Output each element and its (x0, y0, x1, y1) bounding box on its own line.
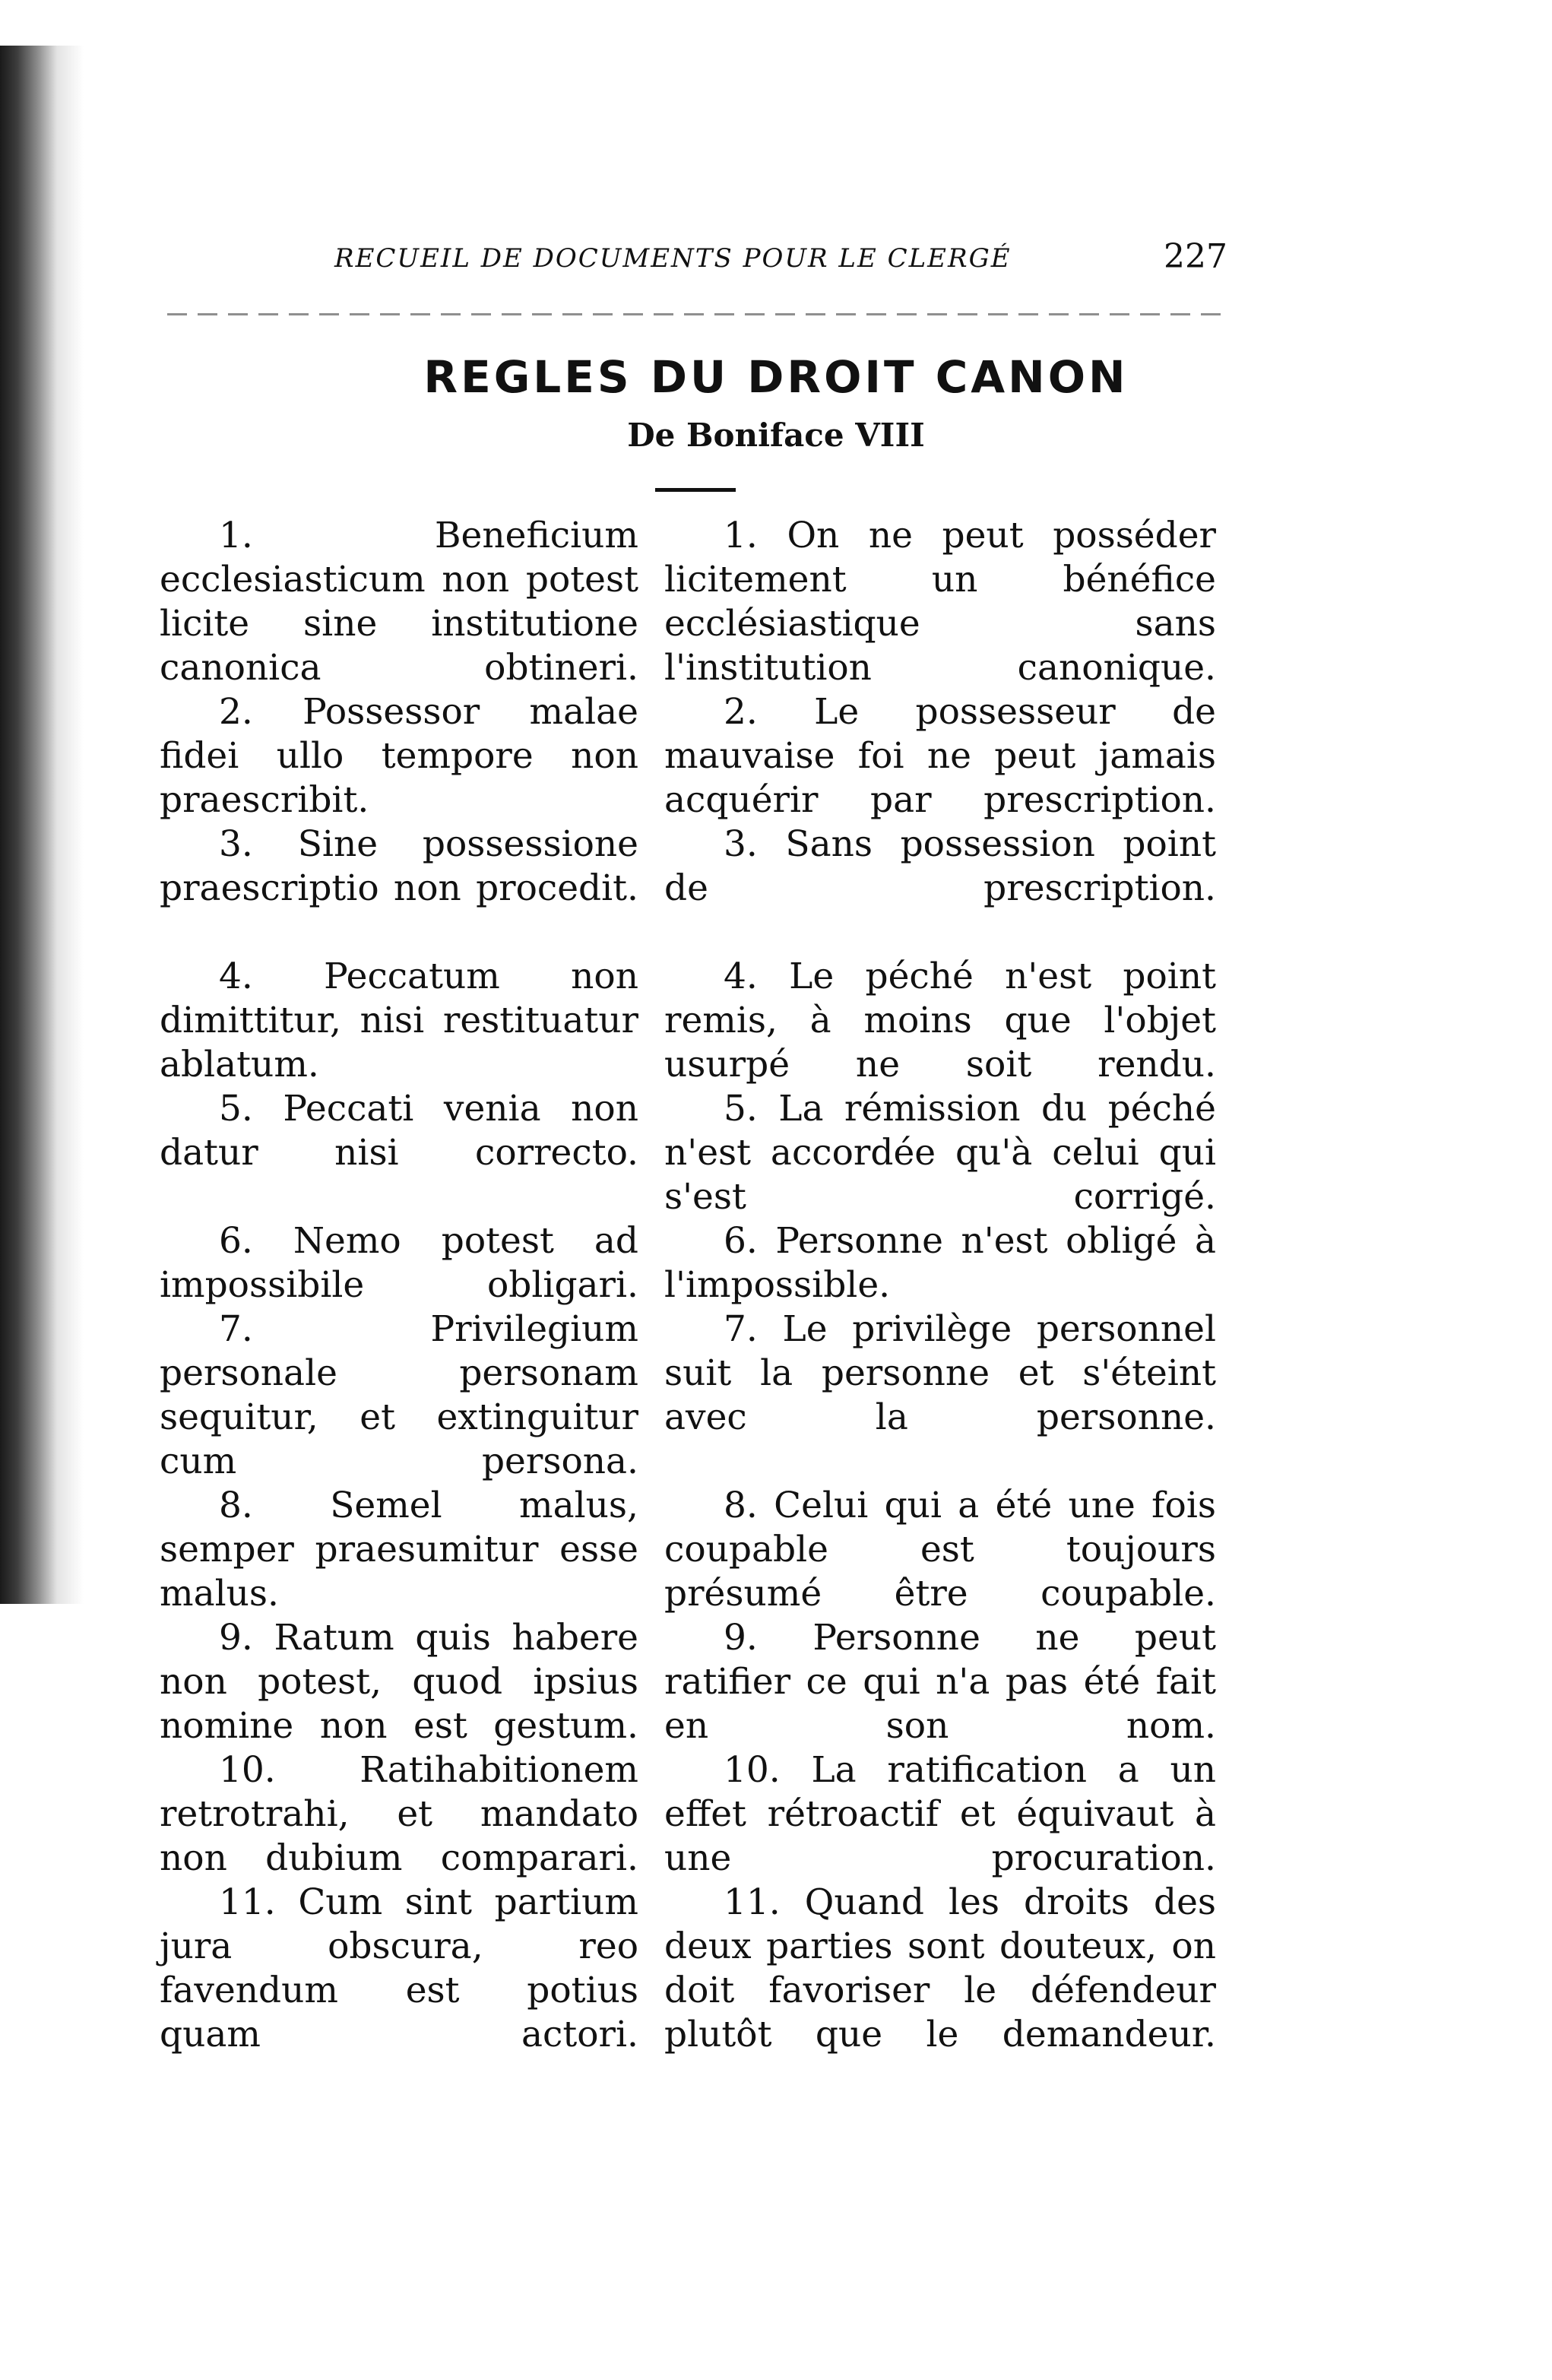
rule-french: 11. Quand les droits des deux parties sont douteux, on doit favoriser le défendeur plutôt que le demandeur. (664, 1881, 1216, 2055)
title-rule (655, 488, 736, 492)
document-subtitle: De Boniface VIII (627, 417, 925, 454)
rule-french: 3. Sans possession point de prescription. (664, 823, 1216, 909)
scan-shadow-edge (0, 46, 84, 1604)
rule-french: 9. Personne ne peut ratifier ce qui n'a pas été fait en son nom. (664, 1617, 1216, 1747)
rule-latin: 8. Semel malus, semper praesumitur esse malus. (160, 1485, 638, 1615)
rule-latin: 7. Privilegium personale personam sequitur, et extinguitur cum persona. (160, 1308, 638, 1482)
header-rule (167, 313, 1224, 315)
rule-latin: 2. Possessor malae fidei ullo tempore non praescribit. (160, 691, 638, 821)
rule-latin: 5. Peccati venia non datur nisi correcto. (160, 1088, 638, 1174)
rule-french: 7. Le privilège personnel suit la personne et s'éteint avec la personne. (664, 1308, 1216, 1438)
rule-latin: 10. Ratihabitionem retrotrahi, et mandato non dubium comparari. (160, 1749, 638, 1879)
running-header (334, 237, 1227, 283)
rule-latin: 6. Nemo potest ad impossibile obligari. (160, 1220, 638, 1306)
document-title: REGLES DU DROIT CANON (423, 351, 1129, 403)
rule-french: 6. Personne n'est obligé à l'impossible. (664, 1220, 1216, 1306)
rule-french: 8. Celui qui a été une fois coupable est toujours présumé être coupable. (664, 1485, 1216, 1615)
rule-french: 2. Le possesseur de mauvaise foi ne peut jamais acquérir par prescription. (664, 691, 1216, 821)
rule-french: 5. La rémission du péché n'est accordée qu'à celui qui s'est corrigé. (664, 1088, 1216, 1218)
rule-latin: 9. Ratum quis habere non potest, quod ipsius nomine non est gestum. (160, 1617, 638, 1747)
rule-latin: 1. Beneficium ecclesiasticum non potest licite sine institutione canonica obtineri. (160, 515, 638, 689)
rule-latin: 3. Sine possessione praescriptio non procedit. (160, 823, 638, 909)
rule-french: 1. On ne peut posséder licitement un bénéfice ecclésiastique sans l'institution canonique. (664, 515, 1216, 689)
page-number: 227 (1164, 237, 1227, 276)
rule-latin: 11. Cum sint partium jura obscura, reo favendum est potius quam actori. (160, 1881, 638, 2055)
running-title: RECUEIL DE DOCUMENTS POUR LE CLERGÉ (334, 243, 1012, 274)
rule-french: 10. La ratification a un effet rétroactif et équivaut à une procuration. (664, 1749, 1216, 1879)
rule-latin: 4. Peccatum non dimittitur, nisi restituatur ablatum. (160, 955, 638, 1085)
rule-french: 4. Le péché n'est point remis, à moins que l'objet usurpé ne soit rendu. (664, 955, 1216, 1085)
